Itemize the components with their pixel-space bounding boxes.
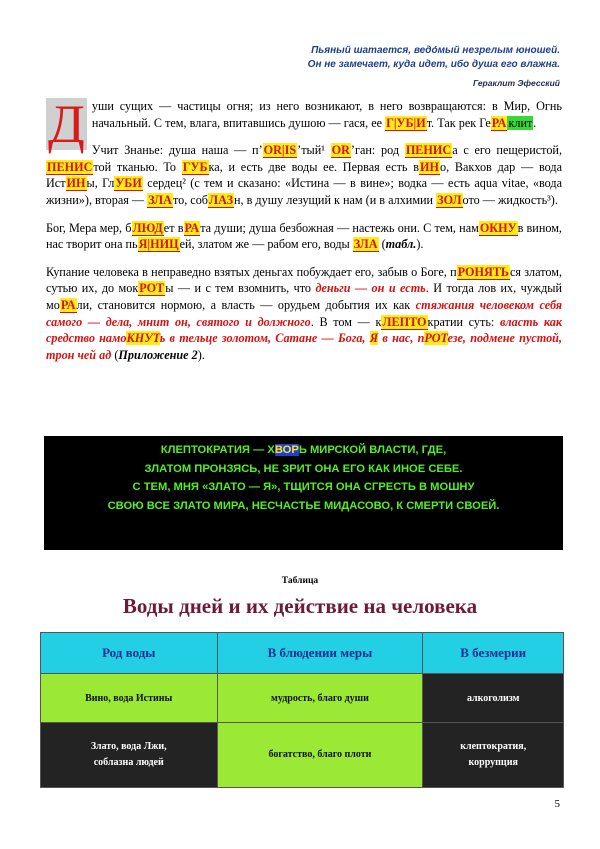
epigraph-line-1: Пьяный шатается, ведо́мый незрелым юношей. [311, 45, 560, 56]
highlight: ПЕНИС [405, 143, 452, 158]
table-cell: Вино, вода Истины [41, 674, 218, 723]
text: той тканью. То [93, 159, 182, 174]
header-cell: Род воды [41, 633, 218, 674]
highlight: ЗЛА [353, 237, 378, 252]
text: кратии суть: [427, 314, 500, 329]
text: ото — жидкость³). [462, 192, 558, 207]
text: а с его пещеристой, [452, 143, 562, 158]
drop-cap: Д [48, 94, 85, 154]
highlight: OR|IS [263, 143, 297, 158]
table-header-row [41, 633, 564, 674]
text: ы, Гл [86, 176, 115, 191]
text: уши сущих — частицы огня; из него возникают, в него возвращаются: в Мир, Огнь начальный. С тем, влага, впитавшись душою — гася, ее [91, 99, 562, 130]
text: н, в душу лезущий к нам (и в алхимии [234, 192, 437, 207]
highlight: ИН [420, 159, 439, 174]
table-row [41, 674, 564, 723]
text: ка, и есть две воды ее. Первая есть в [208, 159, 419, 174]
highlight: РОТ [139, 281, 165, 296]
text: т. Так рек Ге [426, 115, 491, 130]
epigraph-line-2: Он не замечает, куда идет, ибо душа его влажна. [307, 59, 560, 70]
text: Учит Знанье: душа наша — п’ [91, 143, 263, 158]
highlight: ЛЮД [132, 220, 163, 235]
text: ли, становится нормою, а власть — орудьем добытия их как [76, 297, 416, 312]
banner-highlight: ВОР [274, 444, 299, 456]
table-cell [41, 723, 218, 788]
cell-line: клептократия, [460, 741, 527, 752]
text: то, соб [172, 192, 208, 207]
paragraph-2 [46, 142, 562, 208]
text: о, Вакхов дар — вода Ист [46, 159, 563, 191]
text: . В том — к [310, 314, 382, 329]
text: ). [416, 237, 424, 252]
text: ). [197, 347, 205, 362]
banner-line-3: С ТЕМ, МНЯ «ЗЛАТО — Я», ТЩИТСЯ ОНА СГРЕСТЬ В МОШНУ [132, 481, 475, 493]
banner-line-2: ЗЛАТОМ ПРОНЗЯСЬ, НЕ ЗРИТ ОНА ЕГО КАК ИНОЕ СЕБЕ. [144, 462, 463, 475]
highlight: РОНЯТЬ [457, 264, 509, 279]
page-number: 5 [554, 798, 560, 810]
paragraph-3 [46, 220, 562, 253]
highlight: ОКНУ [479, 220, 517, 235]
table-cell: богатство, благо плоти [217, 723, 423, 788]
highlight: Г|УБ|И [386, 115, 426, 130]
text: ы — и с тем взомнить, что [165, 281, 316, 296]
highlight: Я [369, 331, 379, 346]
callout-banner [44, 436, 563, 550]
text: ет в [163, 220, 184, 235]
banner-line-4: СВОЮ ВСЕ ЗЛАТО МИРА, НЕСЧАСТЬЕ МИДАСОВО, К СМЕРТИ СВОЕЙ. [107, 499, 500, 512]
highlight: ПЕНИС [47, 159, 93, 174]
highlight: РА [491, 115, 507, 130]
text: ( [111, 347, 119, 362]
text: . [533, 115, 537, 130]
text: Купание человека в неправедно взятых деньгах побуждает его, забыв о Боге, п [46, 264, 457, 279]
highlight: ГУБ [182, 159, 208, 174]
highlight: УБИ [115, 176, 142, 191]
text: ей, златом же — рабом его, воды [179, 237, 353, 252]
table-reference[interactable]: табл. [385, 237, 417, 252]
highlight: OR [331, 143, 350, 158]
text: ( [378, 237, 386, 252]
highlight: РОТ [424, 331, 448, 346]
emphasis: езе, подмене пустой, трон чей ад [46, 331, 562, 362]
appendix-reference[interactable]: Приложение 2 [118, 347, 198, 362]
emphasis: ь в тельце золотом, Сатане — Бога, [159, 331, 370, 346]
emphasis: власть как средство намо [46, 314, 562, 346]
emphasis: деньги — он и есть [315, 281, 426, 296]
main-text [46, 94, 563, 374]
highlight: ЗОЛ [437, 192, 462, 207]
highlight: ИН [66, 176, 86, 191]
highlight-green: клит [508, 115, 533, 130]
emphasis: стяжания человеком себя самого — дела, мнит он, святого и должного [46, 297, 562, 329]
text: . И тогда лов их, чуждый мо [46, 281, 562, 312]
text: ’тый¹ [297, 143, 331, 158]
text: Ь МИРСКОЙ ВЛАСТИ, ГДЕ, [298, 444, 447, 456]
cell-line: коррупция [468, 757, 518, 768]
header-cell: В блюдении меры [217, 633, 423, 674]
highlight: РА [60, 297, 76, 312]
text: та души; душа безбожная — настежь они. С тем, нам [200, 220, 479, 235]
waters-table [40, 632, 564, 788]
text: ’ган: род [350, 143, 405, 158]
table-caption: Таблица [281, 576, 319, 586]
text: ся златом, сутью их, до мок [46, 264, 563, 296]
table-cell [423, 723, 564, 788]
epigraph [260, 44, 560, 90]
paragraph-4 [46, 264, 562, 364]
table-cell: алкоголизм [423, 674, 564, 723]
text: Бог, Мера мер, б [46, 220, 132, 235]
banner-line-1 [44, 441, 563, 460]
epigraph-author: Гераклит Эфесский [473, 78, 560, 88]
highlight: Я|НИЦ [138, 237, 179, 252]
text: сердец² (с тем и сказано: «Истина — в вине»; водка — есть aqua vitae, «вода жизни»), вторая — [46, 176, 562, 207]
highlight: ЛАЗ [209, 192, 234, 207]
header-cell: В безмерии [423, 633, 564, 674]
table-title: Воды дней и их действие на человека [122, 594, 478, 618]
highlight: ЛЕПТО [382, 314, 427, 329]
text: в вином, нас творит она пь [46, 220, 562, 252]
cell-line: соблазна людей [93, 757, 164, 768]
emphasis: в нас, п [378, 331, 425, 346]
highlight: РА [184, 220, 200, 235]
text: КЛЕПТОКРАТИЯ — Х [160, 444, 275, 456]
cell-line: Злато, вода Лжи, [90, 741, 167, 752]
highlight: КНУТ [126, 331, 160, 346]
table-cell: мудрость, благо души [217, 674, 423, 723]
highlight: ЗЛА [148, 192, 172, 207]
table-row [41, 723, 564, 788]
